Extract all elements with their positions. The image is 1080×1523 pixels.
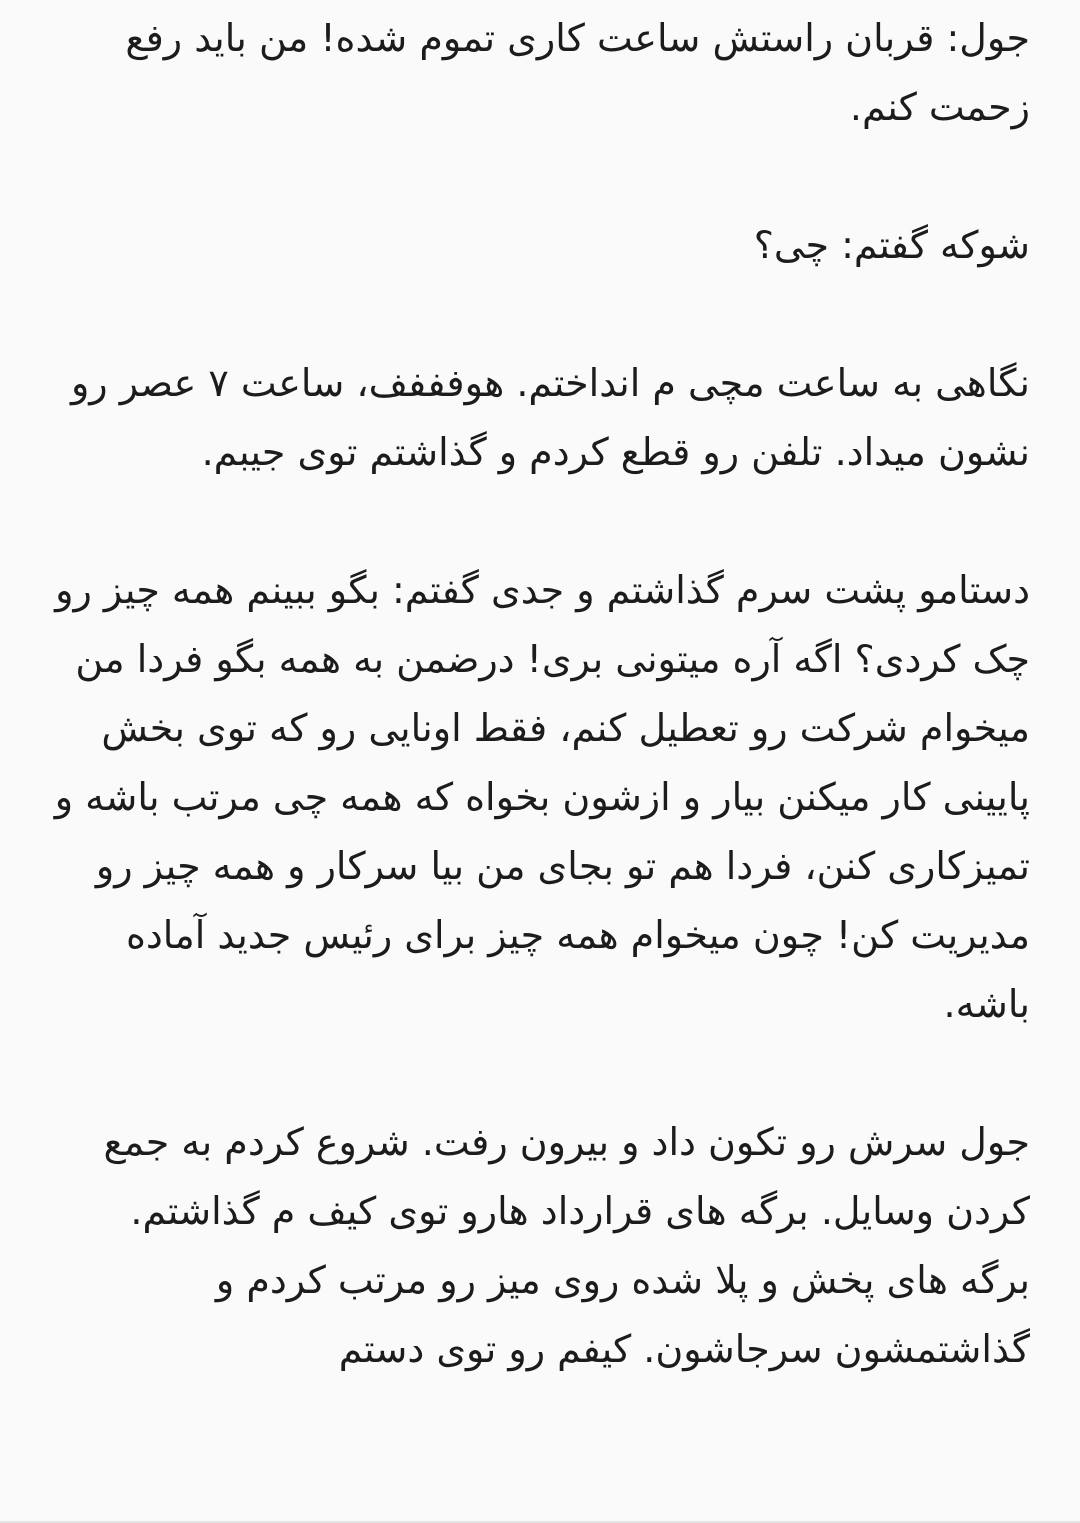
paragraph-2: شوکه گفتم: چی؟ — [753, 223, 1030, 267]
paragraph-4: دستامو پشت سرم گذاشتم و جدی گفتم: بگو ببینم همه چیز رو چک کردی؟ اگه آره میتونی بری! درضمن به همه بگو فردا من میخوام شرکت رو تعطیل کنم، فقط اونایی رو که توی بخش پایینی کار میکنن بیار و ازشون بخواه که همه چی مرتب باشه و تمیزکاری کنن، فردا هم تو بجای من بیا سرکار و همه چیز رو مدیریت کن! چون میخوام همه چیز برای رئیس جدید آماده باشه. — [54, 568, 1030, 1026]
paragraph-5: جول سرش رو تکون داد و بیرون رفت. شروع کردم به جمع کردن وسایل. برگه های قرارداد هارو توی کیف م گذاشتم. برگه های پخش و پلا شده روی میز رو مرتب کردم و گذاشتمشون سرجاشون. کیفم رو توی دستم — [103, 1120, 1030, 1371]
paragraph-3: نگاهی به ساعت مچی م انداختم. هوفففف، ساعت ۷ عصر رو نشون میداد. تلفن رو قطع کردم و گذاشتم توی جیبم. — [70, 361, 1030, 474]
paragraph-1: جول: قربان راستش ساعت کاری تموم شده! من باید رفع زحمت کنم. — [125, 16, 1030, 129]
